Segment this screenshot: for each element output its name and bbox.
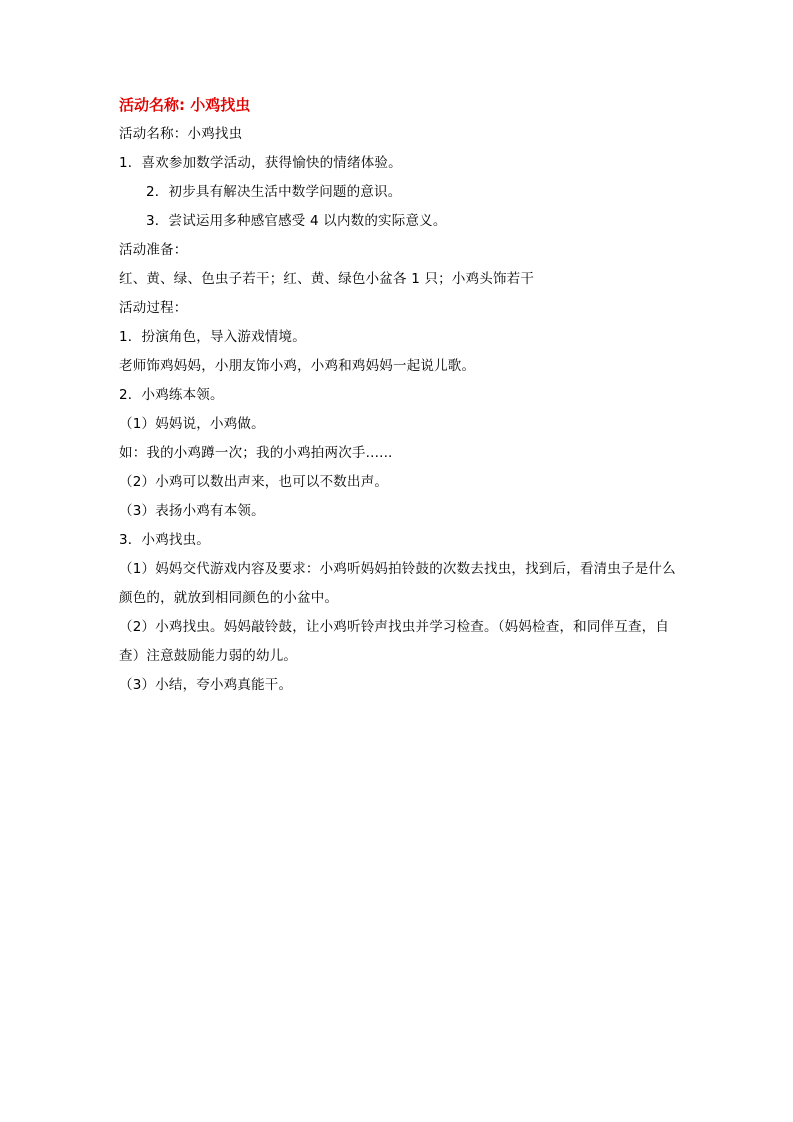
paragraph-line: （1）妈妈说，小鸡做。 <box>119 416 265 432</box>
paragraph-line: 活动名称：小鸡找虫 <box>119 126 243 142</box>
paragraph-line: 如：我的小鸡蹲一次；我的小鸡拍两次手...... <box>119 445 393 461</box>
paragraph-line: 2．小鸡练本领。 <box>119 387 224 403</box>
paragraph-line: 1．扮演角色，导入游戏情境。 <box>119 329 306 345</box>
document-body <box>119 120 679 700</box>
paragraph-line: 红、黄、绿、色虫子若干；红、黄、绿色小盆各 1 只；小鸡头饰若干 <box>119 271 535 287</box>
paragraph-line: 活动准备： <box>119 242 188 258</box>
paragraph-line: （3）小结，夸小鸡真能干。 <box>119 677 293 693</box>
paragraph-line: 3．小鸡找虫。 <box>119 532 210 548</box>
paragraph-line: 1．喜欢参加数学活动，获得愉快的情绪体验。 <box>119 155 402 171</box>
paragraph-line: 2．初步具有解决生活中数学问题的意识。 <box>146 184 402 200</box>
document-page <box>119 90 679 700</box>
paragraph-line: （1）妈妈交代游戏内容及要求：小鸡听妈妈拍铃鼓的次数去找虫，找到后，看清虫子是什么颜色的，就放到相同颜色的小盆中。 <box>119 561 676 606</box>
paragraph-line: 活动过程： <box>119 300 188 316</box>
paragraph-line: （2）小鸡找虫。妈妈敲铃鼓，让小鸡听铃声找虫并学习检查。（妈妈检查，和同伴互查，自查）注意鼓励能力弱的幼儿。 <box>119 619 670 664</box>
paragraph-line: （2）小鸡可以数出声来，也可以不数出声。 <box>119 474 389 490</box>
paragraph-line: 3．尝试运用多种感官感受 4 以内数的实际意义。 <box>146 213 447 229</box>
paragraph-line: （3）表扬小鸡有本领。 <box>119 503 265 519</box>
document-title: 活动名称: 小鸡找虫 <box>119 96 251 114</box>
paragraph-line: 老师饰鸡妈妈，小朋友饰小鸡，小鸡和鸡妈妈一起说儿歌。 <box>119 358 476 374</box>
